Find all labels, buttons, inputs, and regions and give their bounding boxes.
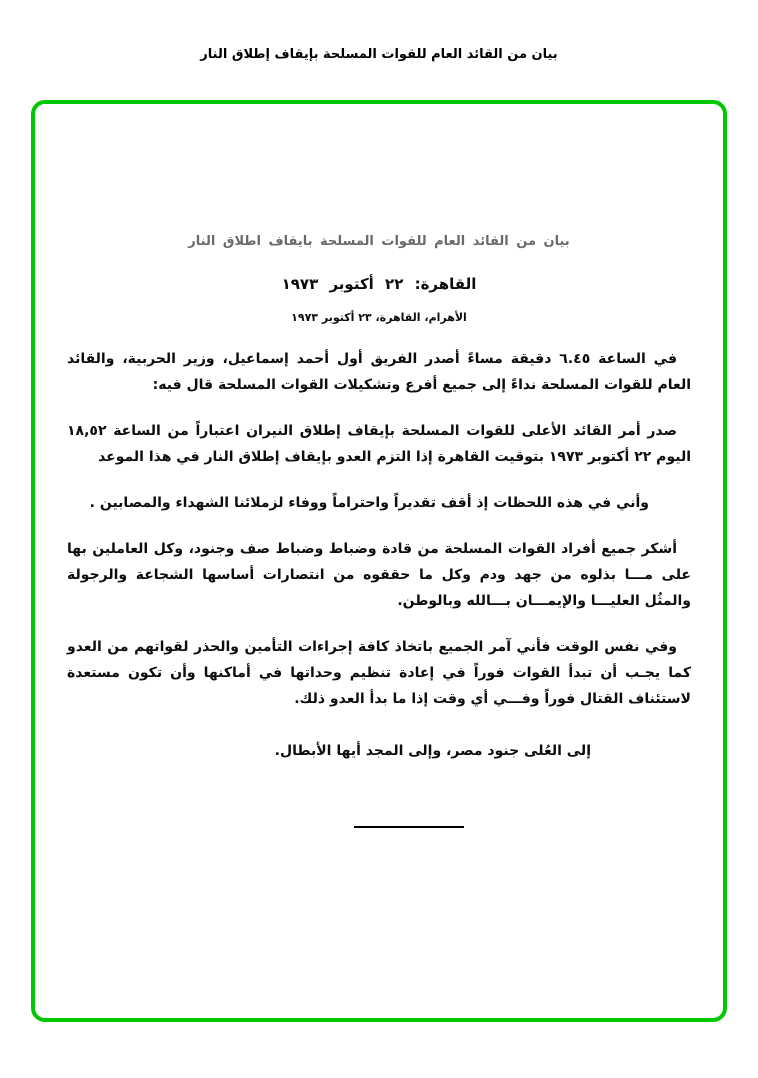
document-frame — [31, 100, 727, 1022]
paragraph-thanks: أشكر جميع أفراد القوات المسلحة من قادة وضباط وضباط صف وجنود، وكل العاملين بها على مـــا بذلوه من جهد ودم وكل ما حققوه من انتصارات أساسها الشجاعة والرجولة والمثُل العليـــا والإيمـــان بـــالله وبالوطن. — [67, 541, 691, 609]
scanned-title: بيان من القائد العام للقوات المسلحة بايقاف اطلاق النار — [188, 234, 570, 249]
paragraph-tribute: وأني في هذه اللحظات إذ أقف تقديراً واحتراماً ووفاء لزملائنا الشهداء والمصابين . — [89, 495, 649, 511]
paragraph-orders: وفي نفس الوقت فأني آمر الجميع باتخاذ كافة إجراءات التأمين والحذر لقواتهم من العدو كما يجـب أن تبدأ القوات فوراً في إعادة تنظيم وحداتها في أماكنها وأن تكون مستعدة لاستئناف القتال فوراً وفـــي أي وقت إذا ما بدأ العدو ذلك. — [67, 639, 691, 707]
paragraph-intro: في الساعة ٦.٤٥ دقيقة مساءً أصدر الفريق أول أحمد إسماعيل، وزير الحربية، والقائد العام للقوات المسلحة نداءً إلى جميع أفرع وتشكيلات القوات المسلحة قال فيه: — [67, 351, 691, 393]
signature-divider — [354, 826, 464, 828]
page-title: بيان من القائد العام للقوات المسلحة بإيقاف إطلاق النار — [200, 47, 558, 62]
source-line: الأهرام، القاهرة، ٢٣ أكتوبر ١٩٧٣ — [291, 311, 467, 324]
closing-line: إلى العُلى جنود مصر، وإلى المجد أيها الأبطال. — [274, 743, 591, 759]
dateline-heading: القاهرة: ٢٢ أكتوبر ١٩٧٣ — [281, 275, 477, 293]
scanned-document — [35, 104, 723, 828]
paragraph-ceasefire-order: صدر أمر القائد الأعلى للقوات المسلحة بإيقاف إطلاق النيران اعتباراً من الساعة ١٨,٥٢ اليوم ٢٢ أكتوبر ١٩٧٣ بتوقيت القاهرة إذا التزم العدو بإيقاف إطلاق النار في هذا الموعد — [67, 423, 691, 465]
